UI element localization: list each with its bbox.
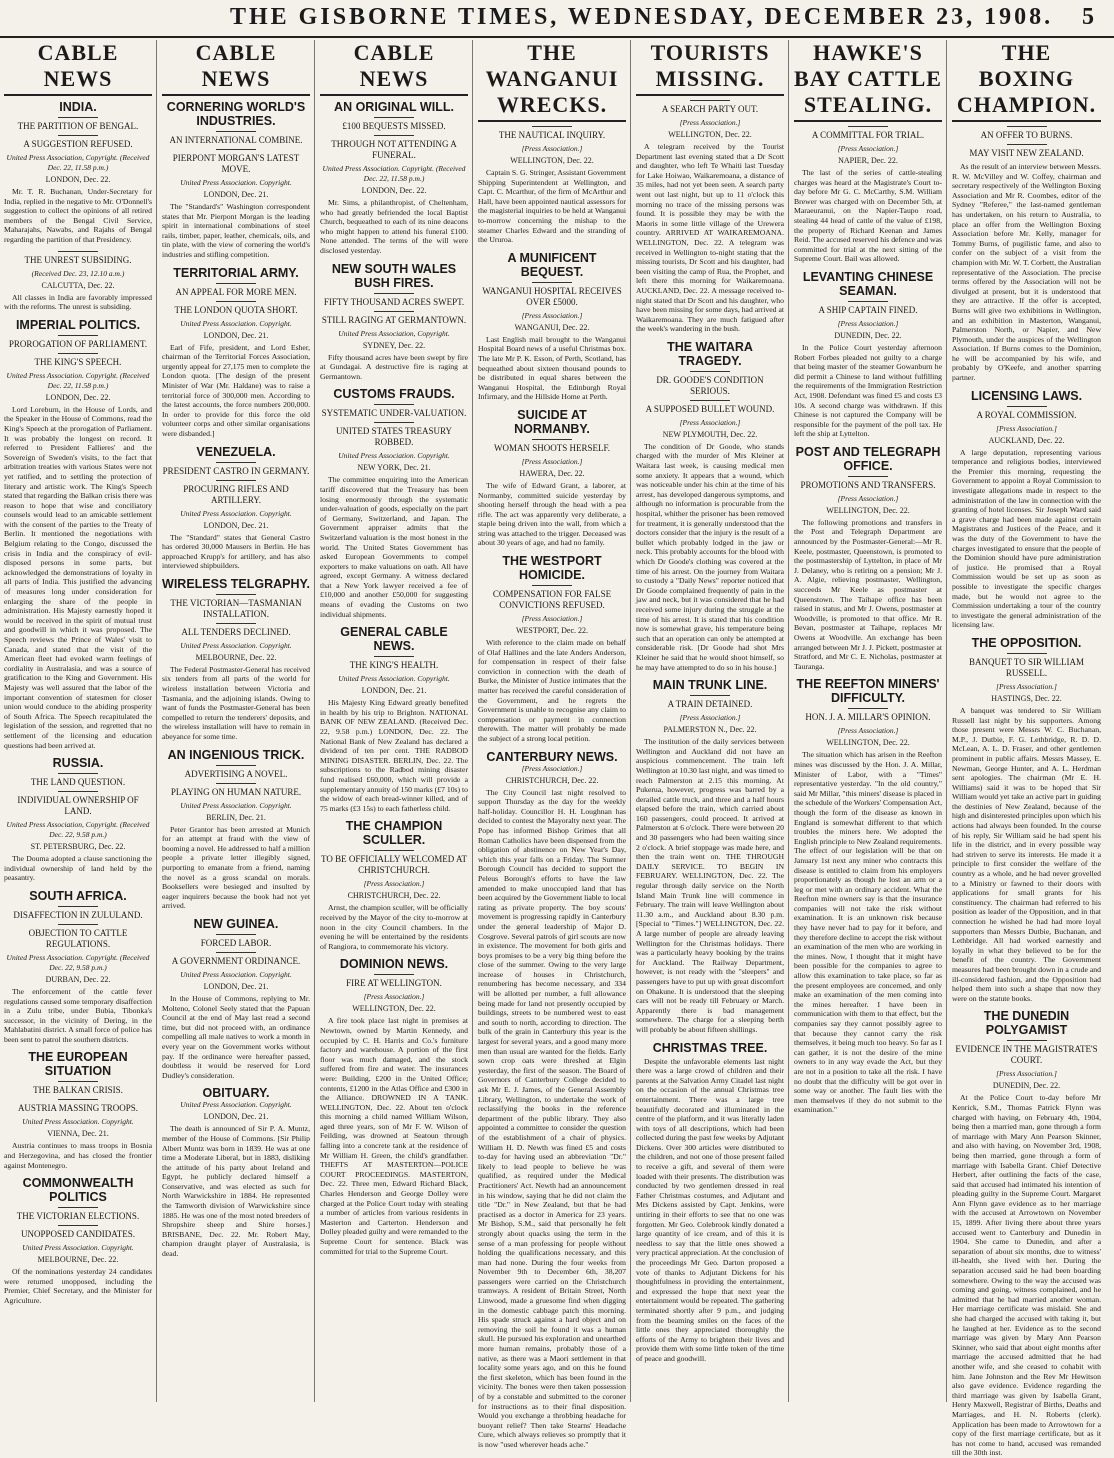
wire-credit: [Press Association.]: [837, 144, 899, 153]
article-body: Captain S. G. Stringer, Assistant Government Shipping Superintendent at Wellington, and Capt. C. Mcarthur, of the firm of McArthur and Hall, have been appointed nautical assessors for the magisterial inquiries to be held at Wanganui to-morrow concerning the mishap to the steamer Charles Edward and the stranding of the Ururoa.: [478, 168, 626, 245]
article-body: Austria continues to mass troops in Bosnia and Herzegovina, and has closed the frontier against Montenegro.: [4, 1141, 152, 1170]
article-dateline: BERLIN, Dec. 21.: [206, 812, 266, 822]
article-body: The institution of the daily services between Wellington and Auckland did not have an auspicious commencement. The train left Wellington at 10.30 last night, and was timed to reach Palmerston at 2.15 this morning. At Pukerua, however, progress was barred by a derailed cattle truck, and three and a half hours elapsed before the train, which carried about 160 passengers, could proceed. It arrived at Palmerston at 6 o'clock. There were between 20 and 30 passengers who had been waiting since 2 o'clock. A brief stoppage was made here, and then the train went on. THE THROUGH DAILY SERVICE. TO BEGIN IN FEBRUARY. WELLINGTON, Dec. 22. The regular through daily service on the North Island Main Trunk line will commence in February. The train will leave Wellington about 11.30 a.m., and Auckland about 8.30 p.m. [Special to "Times."] WELLINGTON, Dec. 22. A large number of people are already leaving Wellington for the Christmas holidays. There was a particularly heavy booking by the trains for Auckland. The Railway Department, however, is not ready with the "sleepers" and passengers have to put up with great discomfort on Ohakune. It is understood that the sleeping cars will not be ready till February or March. Apparently there is bad management somewhere. The charge for a sleeping berth will probably be about fifteen shillings.: [636, 737, 784, 1034]
article: [162, 445, 310, 571]
divider: [216, 934, 256, 935]
article: [952, 389, 1101, 630]
divider: [58, 1099, 98, 1100]
column-heading: HAWKE'S BAY CATTLE STEALING.: [794, 40, 942, 122]
divider: [58, 251, 98, 252]
article-subheading: FORCED LABOR.: [200, 937, 272, 948]
article-body: The committee enquiring into the American tariff discovered that the Treasury has been losing enormously through the systematic under-valuation of goods, especially on the part of Germany, Switzerland, and Japan. The Government appraiser admits that the Switzerland valuation is the most honest in the world. The United States Government has asked European Governments to compel exporters to make valuations on oath. All have agreed, except Germany. A witness declared that a New York lawyer received a fee of £10,000 and another £50,000 for suggesting means of evading the Customs on two individual shipments.: [320, 475, 468, 619]
article-subheading: PRESIDENT CASTRO IN GERMANY.: [162, 465, 310, 476]
divider: [216, 131, 256, 132]
article-headline: TERRITORIAL ARMY.: [173, 265, 299, 280]
article-dateline: NAPIER, Dec. 22.: [838, 156, 898, 165]
divider: [58, 906, 98, 907]
wire-credit: United Press Association. Copyright.: [180, 1100, 292, 1110]
article: [162, 266, 310, 439]
wire-credit: United Press Association. Copyright.: [180, 178, 292, 187]
article-body: The situation which has arisen in the Reefton mines was discussed by the Hon. J. A. Millar, Minister of Labor, with a "Times" representative yesterday. "In the old country," said Mr Millar, "this miners' disease is placed in the schedule of the Workers' Compensation Act, though the form of the disease as known in England is somewhat different to that which troubles the miners here. We adopted the English principle to New Zealand requirements. The effect of our legislation will be that on January 1st next any miner who contracts this disease is entitled to claim from his employers proportionately as though he lost an arm or a leg or met with an ordinary accident. What the Reefton mine owners say is that the insurance companies will not take the risk without examination. It is an unknown risk because they have never had to pay for it before, and they therefore decline to accept the risk without an examination of the men who are working in the mines. Now, I thought that it might have been possible for the companies to agree to allow this examination to take place, so far as the present employees are concerned, and only make an examination of the men coming into the mines hereafter. I have been in communication with them to that effect, but the companies say they cannot possibly agree to that because they cannot carry the risk themselves, it being much too heavy. So far as I can gather, it is not the desire of the mine owners to in any way evade the Act, but they are not in a position to take all the risk. I have no doubt that the difficulty will be got over in some way or another. The fault lies with the men themselves if they do not submit to the examination.": [794, 750, 942, 1115]
columns-container: [4, 40, 1110, 1458]
article-body: Fifty thousand acres have been swept by fire at Gundagai. A destructive fire is raging at Germantown.: [320, 352, 468, 381]
wire-credit: [Press Association.]: [679, 417, 741, 427]
column-heading: TOURISTS MISSING.: [636, 40, 784, 96]
divider: [848, 301, 888, 302]
article: [320, 100, 468, 256]
divider: [58, 773, 98, 774]
article-headline: THE WAITARA TRAGEDY.: [667, 339, 753, 368]
article-subheading: WANGANUI HOSPITAL RECEIVES OVER £5000.: [482, 285, 622, 307]
article-dateline: VIENNA, Dec. 21.: [47, 1129, 109, 1139]
wire-credit: United Press Association. Copyright.: [180, 969, 292, 979]
wire-credit: [Press Association.]: [996, 423, 1057, 433]
article-subheading: UNITED STATES TREASURY ROBBED.: [335, 426, 453, 448]
divider: [848, 476, 888, 477]
article: [162, 917, 310, 1080]
wire-credit: [Press Association.]: [679, 118, 741, 127]
article-dateline: LONDON, Dec. 22.: [45, 175, 111, 184]
article-dateline: DURBAN, Dec. 22.: [45, 974, 111, 984]
divider: [690, 400, 730, 401]
article-dateline: WELLINGTON, Dec. 22.: [826, 738, 910, 748]
article-dateline: WESTPORT, Dec. 22.: [515, 626, 589, 636]
article: [636, 340, 784, 672]
article-headline: THE REEFTON MINERS' DIFFICULTY.: [796, 677, 940, 706]
article: [4, 100, 152, 245]
article-subheading: BANQUET TO SIR WILLIAM RUSSELL.: [968, 656, 1085, 678]
article-headline: THE OPPOSITION.: [971, 635, 1082, 650]
divider: [1007, 1040, 1047, 1041]
article-body: Despite the unfavorable elements last night there was a large crowd of children and their parents at the Salvation Army Citadel last night on the occasion of the annual Christmas tree entertainment. There was a large tree beautifully decorated and illuminated in the centre of the platform, and it was literally laden with toys of all descriptions, which had been collected during the past few weeks by Adjutant Dickens. Over 300 articles were distributed to the children, and not one of those present failed to receive a gift, and several of them were loaded with their presents. The distribution was conducted by two gentlemen dressed in real Father Christmas costumes, and Adjutant and Mrs Dickens assisted by Capt. Jenkins, were untiring in their efforts to see that no one was forgotten. Mr Geo. Colebrook kindly donated a large quantity of ice cream, and of this it is needless to say that the little ones showed a very practical appreciation. At the conclusion of the proceedings Mr Geo. Darton proposed a vote of thanks to Adjutant Dickens for his thoughtfulness in providing the entertainment, and expressed the hope that next year the entertainment would be repeated. The gathering terminated shortly after 9 p.m., and judging from the beaming smiles on the faces of the little ones they appreciated thoroughly the efforts of the Army to brighten their lives and provide them with some little token of the time of peace and goodwill.: [636, 1056, 784, 1363]
article-subheading: THROUGH NOT ATTENDING A FUNERAL.: [331, 139, 457, 160]
article: [636, 100, 784, 334]
article-dateline: ST. PETERSBURG, Dec. 22.: [30, 842, 126, 852]
article-subheading: FIFTY THOUSAND ACRES SWEPT.: [323, 296, 465, 307]
wire-credit: United Press Association. Copyright.: [22, 1243, 134, 1253]
article-headline: CUSTOMS FRAUDS.: [333, 387, 455, 402]
divider: [1007, 126, 1047, 127]
wire-credit: United Press Association. Copyright.: [180, 508, 292, 518]
article-body: His Majesty King Edward greatly benefited in health by his trip to Brighton. NATIONAL BANK OF NEW ZEALAND. (Received Dec. 22, 9.58 p.m.) LONDON, Dec. 22. The National Bank of New Zealand has declared a dividend of ten per cent. THE RADBOD MINING DISASTER. BERLIN, Dec. 22. The subscriptions to the Radbod mining disaster fund realised £60,000, which will provide a supplementary annuity of 150 marks (£7 10s) to the widow of each bread-winner killed, and of 75 marks (£3 15s) to each fatherless child.: [320, 698, 468, 813]
column-3: [320, 40, 473, 1402]
wire-credit: United Press Association. Copyright.: [180, 318, 292, 328]
article: [478, 554, 626, 744]
article-subheading: PLAYING ON HUMAN NATURE.: [170, 786, 302, 797]
divider: [58, 353, 98, 354]
article-body: Of the nominations yesterday 24 candidates were returned unopposed, including the Premier, Chief Secretary, and the Minister for Agriculture.: [4, 1267, 152, 1306]
article-subheading: ADVERTISING A NOVEL.: [184, 768, 288, 779]
article-dateline: AUCKLAND, Dec. 22.: [988, 435, 1065, 445]
divider: [690, 695, 730, 696]
divider: [374, 404, 414, 405]
article-headline: IMPERIAL POLITICS.: [15, 317, 141, 332]
article-body: The "Standard" states that General Castro has ordered 30,000 Mausers in Berlin. He has approached Krupp's for artillery, and has also interviewed shipbuilders.: [162, 532, 310, 571]
divider: [374, 293, 414, 294]
article-dateline: WELLINGTON, Dec. 22.: [352, 1004, 436, 1014]
article: [636, 1041, 784, 1364]
article-body: The condition of Dr Goode, who stands charged with the murder of Mrs Kleiner at Waitara last week, is causing medical men some anxiety. It appears that a wound, which was noticeable under his chin at the time of his arrest, has developed dangerous symptoms, and although no information is procurable from the hospital, whither the prisoner has been removed for treatment, it is generally understood that the doctors consider that the injury is the result of a bullet which probably lodged in the jaw or neck. This probably accounts for the blood with which Dr Goode's clothing was covered at the time of his arrest. On the journey from Waitara to custody a "Daily News" reporter noticed that Dr Goode complained frequently of pain in the jaw and neck, but it was considered that he had received some injury during the struggle at the time of his arrest. It is stated that his condition now is somewhat grave, his temperature being such that an operation can only be attempted at considerable risk. [Dr Goode had shot Mrs Kleiner he said that he would shoot himself, so he may have attempted to do so in his house.]: [636, 441, 784, 672]
divider: [848, 126, 888, 127]
article: [4, 318, 152, 750]
divider: [216, 283, 256, 284]
article-headline: CHRISTMAS TREE.: [652, 1040, 768, 1055]
masthead: [0, 0, 1114, 38]
article-dateline: DUNEDIN, Dec. 22.: [992, 1081, 1061, 1091]
article-dateline: HAWERA, Dec. 22.: [519, 468, 585, 478]
divider: [58, 135, 98, 136]
article-dateline: PALMERSTON N., Dec. 22.: [663, 725, 757, 735]
divider: [374, 974, 414, 975]
article-dateline: NEW YORK, Dec. 21.: [357, 463, 431, 473]
article-subheading: A SUGGESTION REFUSED.: [23, 139, 133, 149]
article-body: The enforcement of the cattle fever regulations caused some temporary disaffection in a Zulu tribe, under Bubia, Tibonka's successor, in the vicinity of Dering, in the Mahlabatini district. A small force of police has been sent to patrol the southern districts.: [4, 986, 152, 1044]
article: [794, 126, 942, 264]
article-subheading: THE PARTITION OF BENGAL.: [17, 121, 139, 131]
divider: [532, 439, 572, 440]
wire-credit: [Press Association.]: [996, 681, 1057, 691]
article-body: Arnst, the champion sculler, will be officially received by the Mayor of the city to-morrow at noon in the city Council chambers. In the evening he will be entertained by the residents of Rangiora, to commemorate his victory.: [320, 903, 468, 951]
article-body: The following promotions and transfers in the Post and Telegraph Department are announced by the Postmaster-General:—Mr R. Keele, postmaster, Queenstown, is promoted to the postmastership of Lyttelton, in place of Mr J. Delaney, who is retiring on a pension; Mr J. A. Algie, relieving postmaster, Wellington, succeeds Mr Keele as postmaster at Queenstown. The Taihape office has been raised in status, and Mr J. Owens, postmaster at Woodville, is promoted to that office. Mr R. Bevan, postmaster at Taihape, replaces Mr Owens at Woodville. An exchange has been arranged between Mr J. J. Pickett, postmaster at Stratford, and Mr C. E. Nicholas, postmaster at Tauranga.: [794, 517, 942, 671]
divider: [374, 311, 414, 312]
wire-credit: [Press Association.]: [837, 493, 899, 503]
article-subheading: PROCURING RIFLES AND ARTILLERY.: [183, 483, 289, 505]
article-subheading: A ROYAL COMMISSION.: [976, 409, 1077, 420]
article-headline: DOMINION NEWS.: [339, 957, 449, 972]
article-body: At the Police Court to-day before Mr Kenrick, S.M., Thomas Patrick Flynn was charged with having, on February 4th, 1904, being then a married man, gone through a form of marriage with Mary Ann Pearson Skinner, and also with having, on November 3rd, 1908, being then married, gone through a form of marriage with Isabella Grant. Chief Detective Herbert, after outlining the facts of the case, said that accused had intimated his intention of pleading guilty in the Supreme Court. Margaret Ann Flynn gave evidence as to her marriage with the accused at Arrowtown on November 15, 1899. After living there about three years accused went to Canterbury and Dunedin in 1904. She came to Dunedin, and after a separation of about six months, due to witness' ill-health, she lived with her. During the separation accused said he had been boarding somewhere. Owing to the way the accused was coming and going, witness complained, and he admitted that he had married another woman. Her marriage certificate was mislaid. She and she had charged the accused with taking it, but he laughed at her. Evidence as to the second marriage was given by Mary Ann Pearson Skinner, who said that about eight months after marriage the accused admitted that he had another wife, and she ceased to cohabit with him. Jane Johnston and the Rev Mr Hewitson also gave evidence. Evidence regarding the third marriage was given by Isabella Grant, Henry Maxwell, Registrar of Births, Deaths and Marriages, and H. N. Roberts (clerk). Application has been made to Arrowtown for a copy of the first marriage certificate, but as it has not come to hand, accused was remanded till the 30th inst.: [952, 1093, 1101, 1458]
article-headline: LICENSING LAWS.: [970, 388, 1083, 403]
article-headline: AN INGENIOUS TRICK.: [167, 747, 305, 762]
article-dateline: LONDON, Dec. 21.: [203, 981, 269, 991]
divider: [58, 1225, 98, 1226]
wire-credit: [Press Association.]: [521, 456, 583, 466]
article-body: The "Standard's" Washington correspondent states that Mr. Pierpont Morgan is the leading spirit in international combinations of steel rails, timber, paper, leather, chemicals, oils, and tin plate, with the view of cornering the world's industries and stifling competition.: [162, 202, 310, 259]
article-subheading: A TRAIN DETAINED.: [667, 699, 753, 710]
column-4: [478, 40, 631, 1449]
divider: [216, 952, 256, 953]
article-subheading: OBJECTION TO CATTLE REGULATIONS.: [28, 927, 128, 949]
article: [478, 251, 626, 402]
column-6: [794, 40, 947, 1402]
article-subheading: MAY VISIT NEW ZEALAND.: [969, 148, 1084, 158]
article-body: Lord Loreburn, in the House of Lords, and the Speaker in the House of Commons, read the King's Speech at the prorogation of Parliament. It was probably the longest on record. It referred to President Fallieres' and the Sovereign of Sweden's visits, to the fact that arbitration treaties with various States were not yet ratified, and to settling the protection of literary and artistic work. The King's Speech stated that regarding the Balkan crisis there was reason to hope that wise and conciliatory counsels would lead to an amicable settlement with the consent of the parties to the Treaty of Berlin. It mentioned the negotiations with Belgium relating to the Congo, discussed the crisis in India and the conspiracy of evil-disposed persons in some parts, but acknowledged the demonstrations of loyalty in all parts of India. This justified the advancing of measures long under consideration for enlarging the share of the people in administration. His Majesty earnestly hoped it would be received in the spirit of mutual trust and goodwill in which it was proposed. The Speech reviews the Prince of Wales' visit to Canada, and stated that the visit of the American fleet had evoked warm feelings of cordiality in Australasia, and was a source of gratification to the King and Government. His Majesty was well assured that the labor of the important convention of statesmen for closer union would conduce to the abiding prosperity of South Africa. The Speech recapitulated the legislation of the session, and regretted that no settlement of the licensing and education questions had been arrived at.: [4, 404, 152, 750]
divider: [58, 924, 98, 925]
article-body: A telegram received by the Tourist Department last evening stated that a Dr Scott and daughter, who left Te Whaiti last Tuesday for Lake Hoiwao, Waikaremoana, a distance of 35 miles, had not yet been seen. A search party went out last night, but up to 11 o'clock this morning no trace of the missing persons was found. It is possible they may be with the Maoris in some little village of the Urewera country. ARRIVED AT WAIKAREMOANA. WELLINGTON, Dec. 22. A telegram was received in Wellington to-night stating that the missing tourists, Dr Scott and his daughter, had been visiting the camp of Rua, the Prophet, and left there this morning for Waikaremoana. AUCKLAND, Dec. 22. A message received to-night stated that Dr Scott and his daughter, who have been missing for some days, had arrived at Waikaremoana. They are much fatigued after the week's wandering in the bush.: [636, 142, 784, 334]
article-body: Mr. T. R. Buchanan, Under-Secretary for India, replied in the negative to Mr. O'Donnell's suggestion to collect the opinions of all retired members of the Bengal Civil Service, Maharajahs, Nawabs, and Rajahs of Bengal regarding the partition of that Presidency.: [4, 187, 152, 244]
article-dateline: WELLINGTON, Dec. 22.: [668, 130, 752, 139]
divider: [216, 149, 256, 150]
article-headline: NEW SOUTH WALES BUSH FIRES.: [331, 261, 457, 290]
article-body: A fire took place last night in premises at Newtown, owned by Martin Kennedy, and occupied by C. H. Harris and Co.'s furniture factory and warehouse. A portion of the first floor was much damaged, and the stock suffered from fire and water. The insurances were: Building, £200 in the United Office; contents, £1200 in the Atlas Office and £300 in the Alliance. DROWNED IN A TANK. WELLINGTON, Dec. 22. About ten o'clock this morning a child named William Wilson, aged three years, son of Mr F. W. Wilson of Feilding, was drowned at Seatoun through falling into a concrete tank at the residence of Mr William H. Green, the child's grandfather. THEFTS AT MASTERTON—POLICE COURT PROCEEDINGS. MASTERTON, Dec. 22. Three men, Edward Richard Black, Charles Henderson and George Dolley were charged at the Police Court today with stealing a number of articles from various residents in Masterton and Carterton. Henderson and Dolley pleaded guilty and were remanded to the Supreme Court for sentence. Black was committed for trial to the Supreme Court.: [320, 1016, 468, 1256]
divider: [216, 462, 256, 463]
article-body: The City Council last night resolved to support Thursday as the day for the weekly half-holiday. Councillor H. H. Loughnan has decided to contest the Mayoralty next year. The Pope has informed Bishop Grimes that all Roman Catholics have been dispensed from the obligation of abstinence on New Year's Day, which this year falls on a Friday. The Sumner Borough Council has decided to support the Peleus Borough's efforts to have the law amended to make unoccupied land that has been acquired by the Government liable to local rating as private property. The boy scouts' movement is progressing rapidly in Canterbury under the general leadership of Major D. Cosgrove. Several patrols of girl scouts are now in existence. The movement for both girls and boys promises to be a very big thing before the close of the summer. Owing to the very large increase of houses in Christchurch, renumbering has become necessary, and 334 will be allotted per number, a full allowance being made for land not presently occupied by buildings, streets to be numbered west to east and south to north, according to direction. The bulk of the grain in Canterbury this year is the largest for several years, and a good many more men than usual are wanted for the fields. Early sown crop oats were threshed at Elgin yesterday, the first of the season. The Board of Governors of Canterbury College decided to ask Mr E. J. James, of the General Assembly Library, Wellington, to undertake the work of reclassifying the books in the reference department of the public library. They also appointed a committee to consider the question of the establishment of a chair of physics. William H. D. Newth was fined £5 and costs to-day for having used an abbreviation "Dr." likely to lead people to believe he was qualified, as required under the Medical Practitioners' Act. Newth had an announcement in his window, saying that he did not claim the title "Dr." in New Zealand, but that he had practised as a doctor in America for 23 years. Mr Bishop, S.M., said that personally he felt strongly about quacks using the term in the sense of a man professing for people without holding the qualifications necessary, and this man had none. During the four weeks from November 9th to December 6th, 38,207 passengers were carried on the Christchurch tramways. A resident of Britain Street, North Linwood, made a gruesome find when digging in the domestic cabbage patch this morning. His spade struck against a hard object and on removing the soil he found it was a human skull. He pursued his exploration and unearthed more human remains, probably those of a native, as there was a Maori settlement in that locality some years ago, and on this he found the first skeleton, which has been found in the vicinity. The bones were then taken possession of by a constable and submitted to the coroner for instructions as to their final disposition. Would you exchange a throbbing headache for buoyant relief? Then take Stearns' Headache Cure, which always relieves so promptly that it is now "used wherever heads ache.": [478, 787, 626, 1449]
article-subheading: THE LONDON QUOTA SHORT.: [174, 304, 298, 315]
article-subheading: THE NAUTICAL INQUIRY.: [498, 130, 606, 140]
article: [4, 1050, 152, 1170]
article-dateline: LONDON, Dec. 21.: [203, 1112, 269, 1122]
wire-credit: [Press Association.]: [363, 992, 425, 1002]
divider: [58, 1081, 98, 1082]
article: [320, 262, 468, 382]
article-subheading: THE VICTORIAN—TASMANIAN INSTALLATION.: [170, 597, 302, 619]
article: [794, 677, 942, 1115]
divider: [1007, 144, 1047, 145]
article-headline: MAIN TRUNK LINE.: [652, 678, 768, 693]
article: [794, 445, 942, 672]
article-subheading: ALL TENDERS DECLINED.: [181, 626, 291, 637]
article-headline: CORNERING WORLD'S INDUSTRIES.: [166, 100, 306, 128]
article: [320, 957, 468, 1256]
article-headline: LEVANTING CHINESE SEAMAN.: [802, 269, 934, 298]
article-body: The wife of Edward Grant, a laborer, at Normanby, committed suicide yesterday by shooting herself through the head with a pea rifle. The act was apparently very deliberate, a staple being driven into the wall, from which a string was attached to the trigger. Deceased was about 30 years of age, and had no family.: [478, 480, 626, 548]
article-dateline: SYDNEY, Dec. 22.: [362, 340, 426, 350]
article-body: Earl of Fife, president, and Lord Esher, chairman of the Territorial Forces Association, urgently appeal for 27,175 men to complete the London quota. [The design of the present Minister of War (Mr. Haldane) was to raise a territorial force of 300,000 men. According to the latest accounts, the force numbers 200,000. In order to provide for this force the old volunteer corps and other similar organisations were disbanded.]: [162, 342, 310, 438]
divider: [848, 708, 888, 709]
article-body: The Douma adopted a clause sanctioning the individual ownership of land held by the peasantry.: [4, 854, 152, 883]
wire-credit: United Press Association, Copyright.: [338, 328, 450, 338]
article-subheading: £100 BEQUESTS MISSED.: [342, 121, 446, 131]
wire-credit: [Press Association.]: [521, 144, 583, 153]
divider: [216, 594, 256, 595]
wire-credit: [Press Association.]: [996, 1069, 1057, 1079]
article-headline: NEW GUINEA.: [193, 916, 279, 931]
article-headline: THE DUNEDIN POLYGAMIST: [983, 1009, 1070, 1038]
article-dateline: CALCUTTA, Dec. 22.: [41, 280, 115, 290]
article-subheading: DISAFFECTION IN ZULULAND.: [13, 909, 143, 920]
article-dateline: LONDON, Dec. 21.: [361, 686, 427, 696]
column-heading: THE BOXING CHAMPION.: [952, 40, 1101, 122]
article-headline: WIRELESS TELGRAPHY.: [162, 576, 310, 591]
article-body: A banquet was tendered to Sir William Russell last night by his supporters. Among those present were Messrs W. C. Buchanan, M.P., J. Dutbie, F. G. Lethbridge, R. D. D. McLean, A. L. D. Fraser, and other gentlemen prominent in public affairs. Messrs Massey, E. Newman, George Hunter, and A. L. Herdman sent apologies. The chairman (Mr E. H. Williams) said it was to be hoped that Sir William would yet take an active part in guiding the destinies of New Zealand, because of the high and disinterested principles upon which his actions had always been founded. In the course of his reply, Sir William said he had spent his life in the district, and in every possible way had striven to serve its interests. He made it a principle to first consider the welfare of the country as a whole, and he had never grovelled to a Ministry or fawned to their doors with applications for small grants for his constituency. The chairman had referred to his position as leader of the Opposition, and in that connection he wished he had had more loyal supporters than Messrs Dutbie, Buchanan, and Lethbridge. All had worked earnestly and loyally in what they believed to be for the benefit of the country. The Government measures had been brought down in a crude and ill-considered fashion, and the Opposition had helped them into such a shape that now they were on the statute books.: [952, 705, 1101, 1003]
column-5: [636, 40, 789, 1402]
article: [794, 270, 942, 439]
article-dateline: CHRISTCHURCH, Dec. 22.: [505, 775, 599, 785]
wire-credit: United Press Association. Copyright. (Received Dec. 22, 11.58 p.m.): [322, 164, 466, 183]
article-subheading: DR. GOODE'S CONDITION SERIOUS.: [656, 374, 764, 396]
divider: [1007, 653, 1047, 654]
wire-credit: [Press Association.]: [679, 713, 741, 723]
article-subheading: SYSTEMATIC UNDER-VALUATION.: [321, 408, 467, 419]
divider: [58, 335, 98, 336]
article-dateline: LONDON, Dec. 22.: [45, 392, 111, 402]
article: [4, 1176, 152, 1305]
article-headline: OBITUARY.: [202, 1086, 270, 1101]
article-headline: CANTERBURY NEWS.: [486, 749, 618, 764]
divider: [216, 783, 256, 784]
divider: [374, 850, 414, 851]
article-subheading: THE LAND QUESTION.: [30, 777, 126, 788]
column-heading: THE WANGANUI WRECKS.: [478, 40, 626, 122]
article-subheading: THE KING'S SPEECH.: [34, 356, 122, 367]
article-headline: SOUTH AFRICA.: [29, 888, 127, 903]
article-subheading: THE UNREST SUBSIDING.: [24, 254, 132, 265]
article-dateline: LONDON, Dec. 21.: [203, 330, 269, 340]
article-body: All classes in India are favorably impressed with the reforms. The unrest is subsiding.: [4, 292, 152, 312]
article: [952, 1009, 1101, 1458]
column-1: [4, 40, 157, 1402]
divider: [374, 656, 414, 657]
article-headline: AN ORIGINAL WILL.: [334, 100, 454, 114]
article: [4, 889, 152, 1045]
article: [320, 625, 468, 813]
article-subheading: THE BALKAN CRISIS.: [33, 1085, 123, 1096]
article-body: The last of the series of cattle-stealing charges was heard at the Magistrate's Court to-day before Mr G. C. McCarthy, S.M. William Brewer was charged with on December 5th, at Maraeuranui, on the Napier-Taupo road, stealing 44 head of cattle of the value of £198, the property of Richard Keenan and James Reid. The accused reserved his defence and was committed for trial at the next sitting of the Supreme Court. Bail was allowed.: [794, 168, 942, 264]
article-body: A large deputation, representing various temperance and religious bodies, interviewed the Premier this morning, requesting the Government to appoint a Royal Commission to investigate allegations made in respect to the administration of the law in connection with the granting of hotel licenses. Sir Joseph Ward said a grave charge had been made against certain Magistrates and Justices of the Peace, and it was the duty of the Government to have the charges investigated to ensure that the people of the Dominion should have pure administration of justice. He promised that a Royal Commission would be set up as soon as possible to investigate the specific charges made, but he would not agree to the Commission undertaking a tour of the country to investigate the general administration of the licensing law.: [952, 447, 1101, 630]
article-subheading: THE VICTORIAN ELECTIONS.: [16, 1211, 140, 1222]
article-body: Peter Grantor has been arrested at Munich for an attempt at fraud with the view of booming a novel. He addressed to half a million people a private letter illegibly signed, purporting to emanate from a friend, naming the novel as a gross scandal on morals. Booksellers were besieged and insulted by eager inquirers because the book had not yet arrived.: [162, 824, 310, 911]
divider: [58, 117, 98, 118]
article-body: In the House of Commons, replying to Mr. Molteno, Colonel Seely stated that the Papuan Council at the end of May last read a second time, but did not proceed with, an ordinance compelling all male natives to work a month in every year on the Government works without pay. If the ordinance were hereafter passed, doubtless it would be reserved for Lord Dudley's consideration.: [162, 993, 310, 1080]
article-body: In the Police Court yesterday afternoon Robert Forbes pleaded not guilty to a charge that being master of the steamer Gowanburn he did permit a Chinese to land without fulfilling the requirements of the Immigration Restriction Act, 1908. Defendant was fined £5 and costs £3 10s. A second charge was withdrawn. If this Chinese is not captured the Company will be responsible for the payment of the poll tax. He left the ship at Lyttelton.: [794, 342, 942, 439]
wire-credit: [Press Association.]: [837, 318, 899, 328]
wire-credit: [Press Association.]: [363, 879, 425, 889]
divider: [1007, 406, 1047, 407]
article-subheading: A SEARCH PARTY OUT.: [661, 104, 759, 114]
wire-credit: United Press Association. Copyright.: [338, 451, 450, 461]
article-dateline: CHRISTCHURCH, Dec. 22.: [347, 891, 441, 901]
divider: [532, 126, 572, 127]
article: [162, 577, 310, 742]
article-dateline: WELLINGTON, Dec. 22.: [510, 156, 594, 165]
divider: [58, 791, 98, 792]
article-dateline: NEW PLYMOUTH, Dec. 22.: [662, 429, 758, 439]
article-body: The death is announced of Sir P. A. Muntz, member of the House of Commons. [Sir Philip Albert Muntz was born in 1839. He was at one time a Moderate Liberal, but in 1883, disliking the attitude of his party about Ireland and Egypt, he publicly declared himself a Conservative, and was elected as such for North Warwickshire in 1884. He represented the Tamworth division of Warwickshire since 1885. He was one of the most noted breeders of Shropshire sheep and Shire horses.] BRISBANE, Dec. 22. Mr. Robert May, champion draught player of Australasia, is dead.: [162, 1124, 310, 1259]
wire-credit: United Press Association. Copyright.: [180, 640, 292, 650]
column-2: [162, 40, 315, 1402]
article: [162, 748, 310, 911]
divider: [690, 100, 730, 101]
article-subheading: AUSTRIA MASSING TROOPS.: [17, 1103, 139, 1114]
article-subheading: STILL RAGING AT GERMANTOWN.: [321, 314, 467, 325]
column-heading: CABLE NEWS: [4, 40, 152, 96]
wire-credit: [Press Association.]: [521, 763, 583, 773]
article-dateline: DUNEDIN, Dec. 22.: [834, 330, 902, 340]
article-dateline: LONDON, Dec. 21.: [203, 520, 269, 530]
article-headline: POST AND TELEGRAPH OFFICE.: [795, 444, 941, 473]
article: [478, 408, 626, 548]
wire-credit: (Received Dec. 23, 12.10 a.m.): [31, 268, 125, 278]
article-body: Mr. Sims, a philanthropist, of Cheltenham, who had greatly befriended the local Baptist Church, bequeathed to each of its nine deacons who might happen to attend his funeral £100. None attended. The terms of the will were disclosed yesterday.: [320, 198, 468, 255]
wire-credit: United Press Association. Copyright. (Received Dec. 22, 9.58 p.m.): [6, 952, 150, 972]
article-subheading: PROROGATION OF PARLIAMENT.: [8, 338, 148, 349]
article: [320, 387, 468, 619]
column-heading: CABLE NEWS: [320, 40, 468, 96]
wire-credit: [Press Association.]: [521, 310, 583, 320]
wire-credit: [Press Association.]: [837, 726, 899, 736]
wire-credit: United Press Association. Copyright.: [22, 1117, 134, 1127]
article-headline: VENEZUELA.: [196, 444, 276, 459]
divider: [532, 585, 572, 586]
divider: [374, 117, 414, 118]
article-body: The Federal Postmaster-General has received six tenders from all parts of the world for wireless installation between Victoria and Tasmania, and the adjoining islands. Owing to want of funds the Postmaster-General has been compelled to return the tenderers' deposits, and the wireless installation will have to remain in abeyance for some time.: [162, 664, 310, 742]
wire-credit: United Press Association, Copyright. (Received Dec. 22, 9.58 p.m.): [6, 820, 150, 840]
article-headline: THE EUROPEAN SITUATION: [28, 1050, 128, 1079]
article-subheading: A SUPPOSED BULLET WOUND.: [645, 403, 775, 414]
article: [4, 251, 152, 312]
article-dateline: MELBOURNE, Dec. 22.: [195, 652, 277, 662]
article: [4, 756, 152, 883]
divider: [690, 371, 730, 372]
article: [952, 636, 1101, 1003]
article-headline: A MUNIFICENT BEQUEST.: [507, 250, 597, 279]
article: [162, 100, 310, 260]
article-subheading: TO BE OFFICIALLY WELCOMED AT CHRISTCHURCH.: [321, 854, 467, 876]
article: [162, 1086, 310, 1258]
article-body: As the result of an interview between Messrs. R. W. McVilley and W. Coffey, chairman and secretary respectively of the Wellington Boxing Association and Mr R. Coombes, editor of the Sydney "Referee," the last-named gentleman has undertaken, on his return to Australia, to place an offer from the Wellington Boxing Association before Mr. Kelly, manager for Tommy Burns, of pugilistic fame, and also to confer on the subject of a visit from the champion with Mr. W. T. Corbett, the Australian representative of the Association. The precise terms offered by the Association will not be divulged at present, but it is understood that they are attractive. If the offer is accepted, Burns will give two exhibitions in Wellington, and an exhibition in Masterton, Wanganui, Palmerston North, or Napier, and New Plymouth, under the auspices of the Wellington Association. If Burns comes to the Dominion, he will be accompanied by his wife, and probably by O'Keefe, and another sparring partner.: [952, 162, 1101, 383]
divider: [374, 422, 414, 423]
article-subheading: FIRE AT WELLINGTON.: [346, 978, 442, 989]
article-subheading: A SHIP CAPTAIN FINED.: [818, 304, 918, 315]
article-subheading: WOMAN SHOOTS HERSELF.: [493, 442, 611, 453]
article-headline: GENERAL CABLE NEWS.: [340, 625, 448, 654]
article-subheading: AN APPEAL FOR MORE MEN.: [175, 286, 297, 297]
article-subheading: INDIVIDUAL OWNERSHIP OF LAND.: [17, 795, 139, 817]
divider: [532, 282, 572, 283]
article: [478, 750, 626, 1450]
article-body: With reference to the claim made on behalf of Olaf Hallines and the late Anders Anderson, for compensation in respect of their false conviction in connection with the death of Burke, the Minister of Justice intimates that the matter has received the careful consideration of the Government, and he regrets the Government is unable to recognise any claim to compensation or payment in connection therewith. The matter will probably be made the subject of a strong local petition.: [478, 638, 626, 743]
wire-credit: [Press Association.]: [521, 614, 583, 624]
article-subheading: COMPENSATION FOR FALSE CONVICTIONS REFUSED.: [492, 589, 612, 611]
article-dateline: HASTINGS, Dec. 22.: [991, 693, 1062, 703]
wire-credit: United Press Association. Copyright.: [338, 674, 450, 684]
article-headline: THE WESTPORT HOMICIDE.: [502, 554, 602, 583]
article-dateline: WELLINGTON, Dec. 22.: [826, 505, 910, 515]
column-7: [952, 40, 1105, 1458]
divider: [216, 301, 256, 302]
article-subheading: AN OFFER TO BURNS.: [980, 130, 1073, 140]
article-subheading: THE KING'S HEALTH.: [349, 660, 439, 671]
article-subheading: A COMMITTAL FOR TRIAL.: [811, 130, 925, 140]
divider: [216, 623, 256, 624]
article-headline: INDIA.: [59, 100, 97, 114]
article: [320, 819, 468, 951]
article-subheading: PROMOTIONS AND TRANSFERS.: [800, 479, 936, 490]
article-dateline: WANGANUI, Dec. 22.: [514, 322, 590, 332]
article-headline: SUICIDE AT NORMANBY.: [514, 407, 590, 436]
article-subheading: A GOVERNMENT ORDINANCE.: [171, 955, 301, 966]
article-dateline: LONDON, Dec. 22.: [361, 186, 427, 195]
divider: [58, 1207, 98, 1208]
article-dateline: LONDON, Dec. 21.: [203, 190, 269, 199]
article-subheading: EVIDENCE IN THE MAGISTRATE'S COURT.: [955, 1044, 1098, 1066]
article-subheading: HON. J. A. MILLAR'S OPINION.: [805, 712, 931, 723]
column-heading: CABLE NEWS: [162, 40, 310, 96]
article: [478, 126, 626, 245]
masthead-title: THE GISBORNE TIMES, WEDNESDAY, DECEMBER 23, 1908.: [230, 4, 1054, 30]
wire-credit: United Press Association. Copyright. (Received Dec. 22, 11.58 p.m.): [6, 370, 150, 390]
article-subheading: AN INTERNATIONAL COMBINE.: [169, 135, 303, 145]
article: [952, 126, 1101, 383]
article-dateline: MELBOURNE, Dec. 22.: [37, 1255, 119, 1265]
article-headline: RUSSIA.: [52, 756, 104, 771]
divider: [374, 135, 414, 136]
divider: [216, 480, 256, 481]
article-subheading: UNOPPOSED CANDIDATES.: [20, 1229, 135, 1240]
page-number: 5: [1082, 4, 1094, 30]
article-subheading: PIERPONT MORGAN'S LATEST MOVE.: [172, 153, 300, 174]
article-headline: COMMONWEALTH POLITICS: [22, 1176, 134, 1205]
wire-credit: United Press Association. Copyright.: [180, 800, 292, 810]
divider: [216, 765, 256, 766]
article: [636, 678, 784, 1034]
wire-credit: United Press Association, Copyright. (Received Dec. 22, 11.58 p.m.): [6, 153, 150, 172]
article-headline: THE CHAMPION SCULLER.: [345, 819, 443, 848]
article-body: Last English mail brought to the Wanganui Hospital Board news of a useful Christmas box. The late Mr P. K. Esson, of Perth, Scotland, has bequeathed about sixteen thousand pounds to be distributed in equal shares between the Wanganui Hospital, the Edinburgh Royal Infirmary, and the Hillside Home at Perth.: [478, 334, 626, 402]
